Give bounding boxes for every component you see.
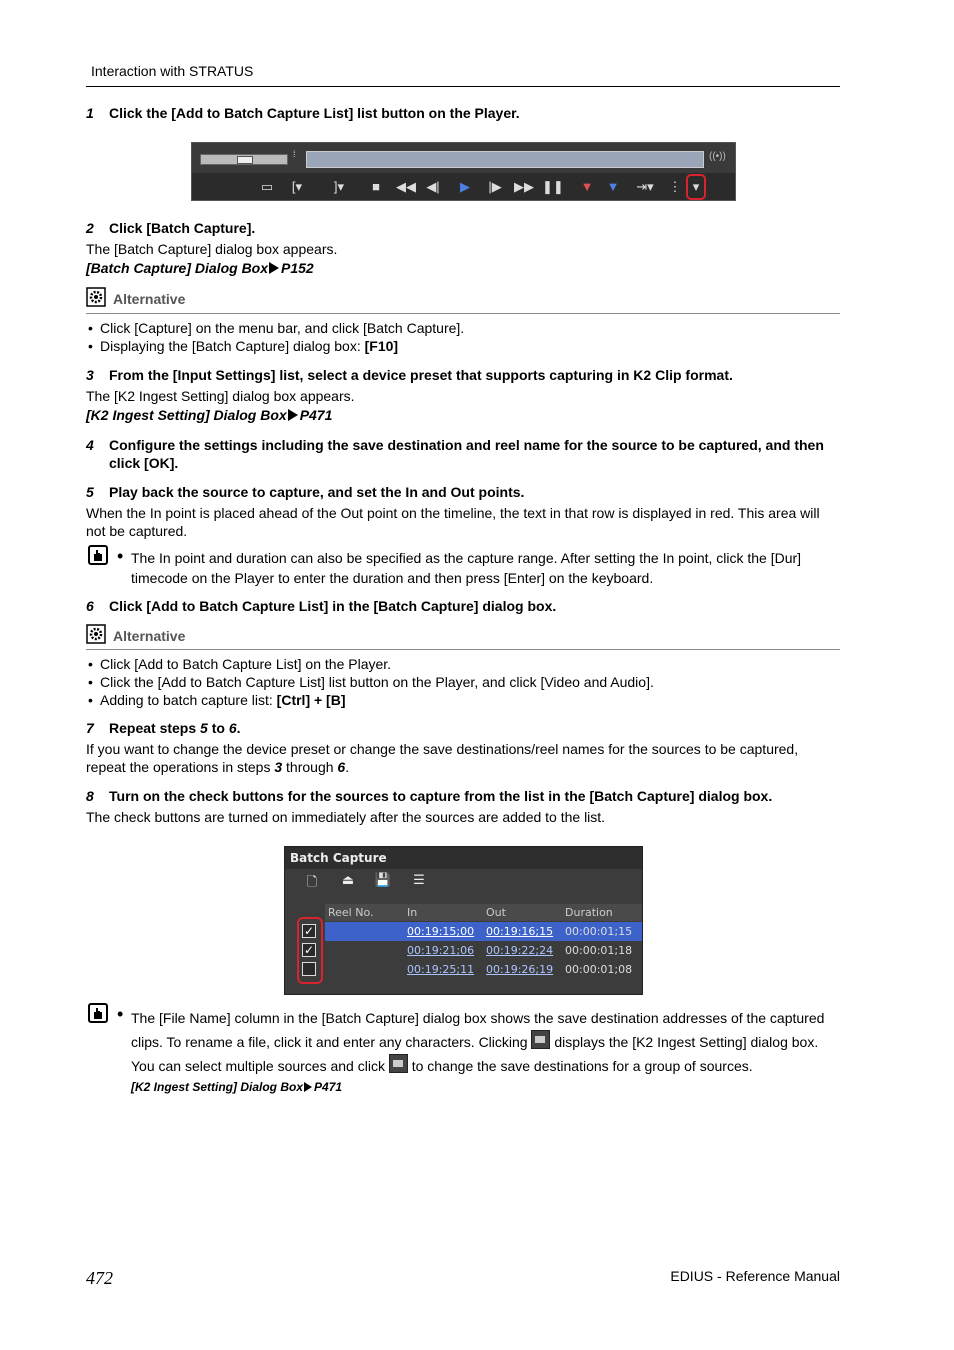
table-row[interactable] [325,960,642,979]
step-number: 6 [86,598,94,614]
note-text: The In point and duration can also be specified as the capture range. After setting the In point, click the [Dur] timecode on the Player to enter the duration and then press [Enter] on the keyboard. [131,550,802,586]
row-checkbox[interactable]: ✓ [303,943,315,957]
duration-timecode: 00:00:01;08 [565,963,633,976]
divider [86,649,840,650]
player-position-bar [192,143,735,173]
player-toolbar-screenshot [191,142,736,201]
fast-forward-icon[interactable]: ▶▶ [514,179,534,194]
manual-title: EDIUS - Reference Manual [670,1268,840,1284]
step-7-body: If you want to change the device preset or change the save destinations/reel names for the sources to be captured, repeat the operations in steps 3 through 6. [86,741,799,775]
step-text: Click [Add to Batch Capture List] in the [Batch Capture] dialog box. [109,598,557,614]
step-3-body: The [K2 Ingest Setting] dialog box appears. [86,388,355,404]
gear-icon [86,624,106,644]
column-header[interactable]: Reel No. [328,906,374,919]
header-rule [86,86,840,87]
new-file-icon[interactable]: 🗋 [306,875,318,890]
alternative-heading [86,628,840,648]
ref-page: P471 [314,1080,343,1094]
step-2-body: The [Batch Capture] dialog box appears. [86,241,338,257]
step-number: 5 [86,484,94,500]
batch-capture-dialog [284,846,643,995]
step-5-body: When the In point is placed ahead of the Out point on the timeline, the text in that row is displayed in red. This area will not be captured. [86,505,820,539]
pause-icon[interactable]: ❚❚ [542,179,564,194]
step-number: 8 [86,788,94,804]
ref-title: [K2 Ingest Setting] Dialog Box [131,1080,304,1094]
alternative-label: Alternative [113,628,186,644]
step-text: Click [Batch Capture]. [109,220,256,236]
cross-reference[interactable] [86,260,314,276]
arrow-icon [269,262,279,274]
ref-title: [Batch Capture] Dialog Box [86,260,269,276]
step-number: 4 [86,437,94,453]
alternative-label: Alternative [113,291,186,307]
step-back-icon[interactable]: ◀| [426,179,440,194]
ref-page: P152 [281,260,314,276]
highlight-frame [297,917,323,984]
step-text: Click the [Add to Batch Capture List] list button on the Player. [109,105,520,121]
audio-icon[interactable]: ((•)) [709,151,726,162]
k2-ingest-setting-icon[interactable] [531,1030,550,1049]
cross-reference[interactable] [86,407,332,423]
step-text: Play back the source to capture, and set the In and Out points. [109,484,525,500]
step-text: Configure the settings including the save destination and reel name for the source to be captured, and then click [OK]. [109,437,824,471]
in-timecode[interactable]: 00:19:21;06 [407,944,475,957]
duration-timecode: 00:00:01;18 [565,944,633,957]
column-header[interactable]: In [407,906,418,919]
table-header [325,904,642,921]
divider [86,313,840,314]
stop-icon[interactable]: ■ [372,179,380,194]
note-icon [88,545,108,565]
in-timecode[interactable]: 00:19:25;11 [407,963,475,976]
batch-list-icon[interactable]: ⋮ [668,179,682,194]
column-header[interactable]: Out [486,906,506,919]
shuttle-slider[interactable] [200,154,288,165]
step-number: 1 [86,105,94,121]
rewind-icon[interactable]: ◀◀ [396,179,416,194]
out-timecode[interactable]: 00:19:22;24 [486,944,554,957]
step-number: 2 [86,220,94,236]
out-timecode[interactable]: 00:19:26;19 [486,963,554,976]
step-text: From the [Input Settings] list, select a device preset that supports capturing in K2 Clip format. [109,367,733,383]
note-text: The [File Name] column in the [Batch Capture] dialog box shows the save destination addresses of the captured clips. To rename a file, click it and enter any characters. Clicking displays the [K2 Ingest Setting] dialog box. You can select multiple sources and click to change the save destinations for a group of sources. [131,1010,825,1074]
save-icon[interactable]: 💾 [374,873,392,888]
bullet-dot: • [117,546,124,566]
alternative-heading [86,291,840,311]
ref-title: [K2 Ingest Setting] Dialog Box [86,407,287,423]
tape-icon[interactable]: ▭ [260,179,274,194]
add-to-batch-list-button[interactable]: ▾ [692,179,700,194]
step-text: Repeat steps 5 to 6. [109,720,241,736]
page-number: 472 [86,1268,113,1288]
running-header: Interaction with STRATUS [91,63,254,79]
step-number: 7 [86,720,94,736]
step-forward-icon[interactable]: |▶ [488,179,502,194]
step-number: 3 [86,367,94,383]
insert-icon[interactable]: ▼ [580,179,594,194]
player-timeline-bar[interactable] [306,151,704,168]
batch-destination-icon[interactable] [389,1054,408,1073]
highlight-frame [686,174,706,200]
arrow-icon [288,409,298,421]
export-icon[interactable]: ⇥▾ [636,179,654,194]
set-in-icon[interactable]: [▾ [291,179,303,194]
step-8-body: The check buttons are turned on immediately after the sources are added to the list. [86,809,606,825]
in-timecode[interactable]: 00:19:15;00 [407,925,475,938]
table-row[interactable] [325,922,642,941]
out-timecode[interactable]: 00:19:16;15 [486,925,554,938]
cross-reference[interactable] [131,1080,342,1094]
dialog-title: Batch Capture [285,847,642,869]
gear-icon [86,287,106,307]
duration-timecode: 00:00:01;15 [565,925,633,938]
bullet-dot: • [117,1004,124,1024]
batch-ingest-icon[interactable]: ☰ [413,873,425,888]
set-out-icon[interactable]: ]▾ [333,179,345,194]
table-row[interactable] [325,941,642,960]
marker-icon: ⁞ [293,149,296,159]
open-icon[interactable]: ⏏ [341,873,355,888]
play-icon[interactable]: ▶ [460,179,470,194]
note-icon [88,1003,108,1023]
ref-page: P471 [299,407,333,423]
arrow-icon [304,1082,312,1092]
step-text: Turn on the check buttons for the sources to capture from the list in the [Batch Capture] dialog box. [109,788,773,804]
row-checkbox[interactable]: ✓ [303,924,315,938]
column-header[interactable]: Duration [565,906,613,919]
overwrite-icon[interactable]: ▼ [606,179,620,194]
